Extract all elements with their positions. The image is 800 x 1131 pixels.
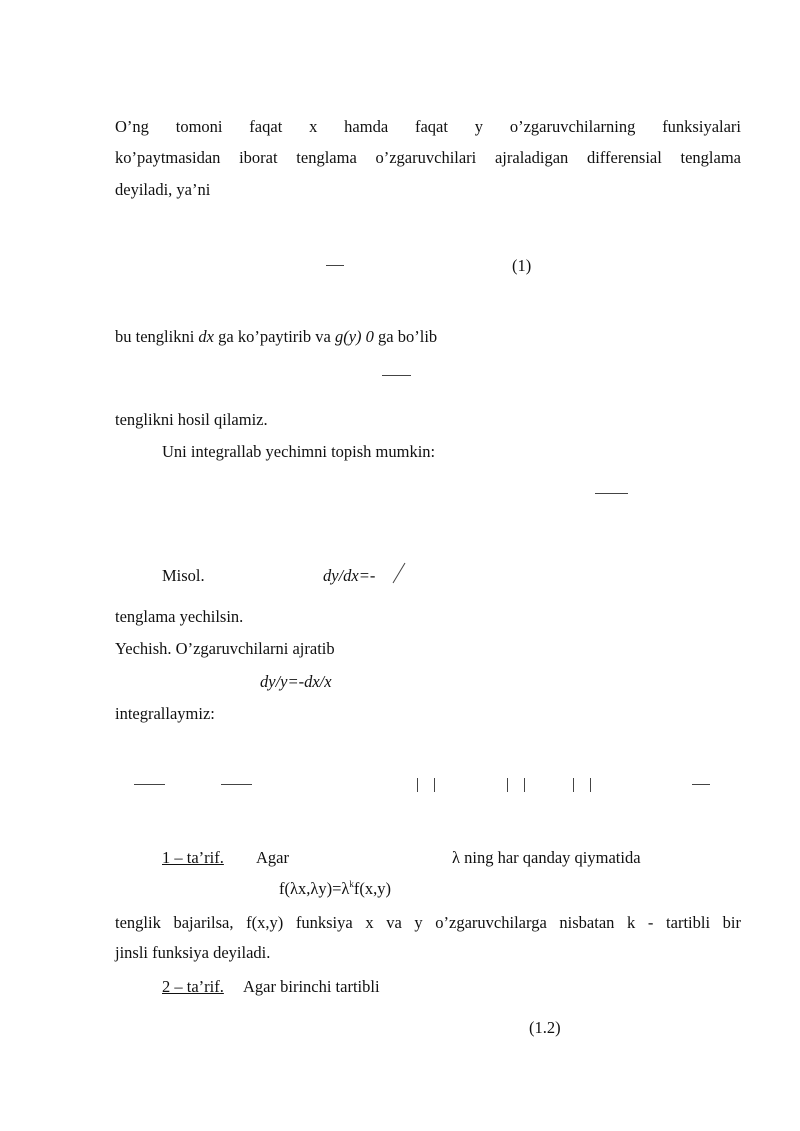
paragraph-line: ko’paytmasidan iborat tenglama o’zgaruvchilari ajraladigan differensial tenglama <box>115 148 741 167</box>
paragraph-line: O’ng tomoni faqat x hamda faqat y o’zgaruvchilarning funksiyalari <box>115 117 741 136</box>
example-label: Misol. <box>162 566 205 585</box>
fraction-bar <box>221 784 252 785</box>
text-segment: bu tenglikni <box>115 327 199 346</box>
fraction-bar <box>134 784 165 785</box>
text-line <box>115 327 437 347</box>
paragraph-line: jinsli funksiya deyiladi. <box>115 943 271 962</box>
text-segment: ga ko’paytirib va <box>214 327 335 346</box>
abs-bar <box>434 778 435 792</box>
abs-bar <box>573 778 574 792</box>
paragraph-line: deyiladi, ya’ni <box>115 180 211 199</box>
definition-title: 1 – ta’rif. <box>162 848 224 867</box>
homogeneity-formula <box>279 879 391 899</box>
example-equation: dy/dx=- <box>323 566 376 585</box>
formula-part: f(x,y) <box>353 879 392 898</box>
abs-bar <box>417 778 418 792</box>
abs-bar <box>507 778 508 792</box>
text-line: Yechish. O’zgaruvchilarni ajratib <box>115 639 335 658</box>
math-dx: dx <box>198 327 214 346</box>
separated-equation: dy/y=-dx/x <box>260 672 332 691</box>
formula-part: f(λx,λy)=λ <box>279 879 350 898</box>
equation-number: (1.2) <box>529 1018 561 1037</box>
text-segment: ga bo’lib <box>373 327 438 346</box>
fraction-bar <box>326 265 344 266</box>
text-segment: Agar birinchi tartibli <box>243 977 380 996</box>
math-zero: 0 <box>365 327 374 346</box>
text-line: Uni integrallab yechimni topish mumkin: <box>162 442 436 461</box>
text-line: tenglama yechilsin. <box>115 607 244 626</box>
definition-title: 2 – ta’rif. <box>162 977 224 996</box>
fraction-bar <box>692 784 710 785</box>
math-gy: g(y) <box>334 327 362 346</box>
paragraph-line: tenglik bajarilsa, f(x,y) funksiya x va y o’zgaruvchilarga nisbatan k - tartibli bir <box>115 913 741 932</box>
fraction-bar <box>382 375 411 376</box>
text-segment: Agar <box>256 848 289 867</box>
equation-number: (1) <box>512 256 532 275</box>
abs-bar <box>590 778 591 792</box>
text-line: tenglikni hosil qilamiz. <box>115 410 268 429</box>
formula-exponent: k <box>349 879 354 889</box>
fraction-slash <box>390 561 408 585</box>
abs-bar <box>524 778 525 792</box>
text-line: integrallaymiz: <box>115 704 215 723</box>
fraction-bar <box>595 493 628 494</box>
text-segment: λ ning har qanday qiymatida <box>452 848 641 867</box>
